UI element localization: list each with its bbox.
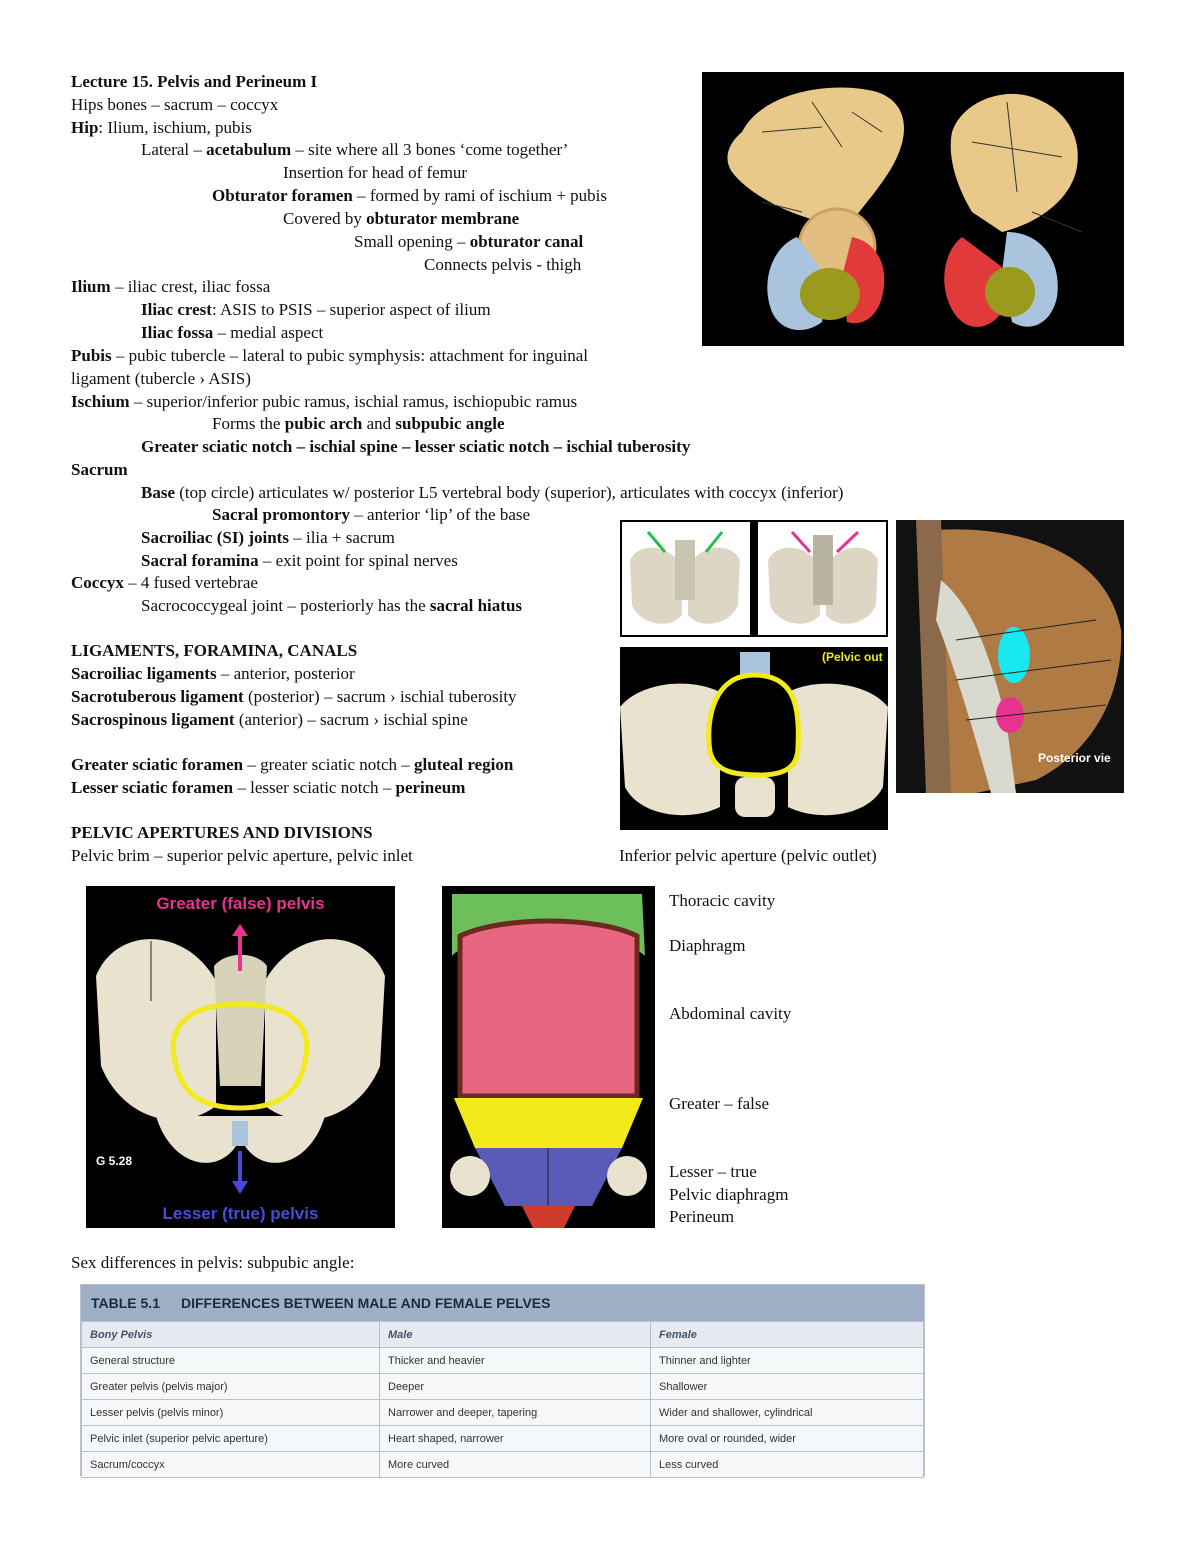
line-acetabulum: Lateral – acetabulum – site where all 3 bones ‘come together’ [141,140,569,159]
sex-differences-caption: Sex differences in pelvis: subpubic angle: [71,1253,355,1272]
line-insertion: Insertion for head of femur [283,163,468,182]
column-header: Bony Pelvis [82,1322,380,1348]
sex-differences-table [80,1284,925,1476]
line-ischium: Ischium – superior/inferior pubic ramus, ischial ramus, ischiopubic ramus [71,392,578,411]
line-obturator-canal: Small opening – obturator canal [354,232,584,251]
table-row [82,1348,924,1374]
table-cell: General structure [82,1348,380,1374]
table-number: TABLE 5.1 [91,1295,160,1311]
table-header [81,1285,924,1321]
line-sacroiliac-ligaments: Sacroiliac ligaments – anterior, posterior [71,664,355,683]
posterior-ligaments-figure [896,520,1124,793]
pelvic-outlet-figure [620,647,888,830]
table-header-row [82,1322,924,1348]
line-sacrotuberous: Sacrotuberous ligament (posterior) – sacrum › ischial tuberosity [71,687,517,706]
label-perineum: Perineum [669,1207,735,1226]
label-pelvic-diaphragm: Pelvic diaphragm [669,1185,789,1204]
table-row [82,1452,924,1478]
table-cell: More oval or rounded, wider [651,1426,924,1452]
label-greater-false: Greater – false [669,1094,770,1113]
body-cavities-figure [442,886,655,1228]
table-grid [81,1321,924,1478]
line-obturator-membrane: Covered by obturator membrane [283,209,520,228]
line-inferior-aperture: Inferior pelvic aperture (pelvic outlet) [619,846,877,865]
table-cell: More curved [380,1452,651,1478]
line-sacrospinous: Sacrospinous ligament (anterior) – sacrum › ischial spine [71,710,468,729]
figure-code: G 5.28 [96,1154,133,1168]
pelvic-outlet-tag: (Pelvic out [822,650,883,664]
table-cell: Wider and shallower, cylindrical [651,1400,924,1426]
sacral-foramina-figure [620,520,888,637]
line-greater-sciatic-foramen: Greater sciatic foramen – greater sciatic notch – gluteal region [71,755,514,774]
line-ilium: Ilium – iliac crest, iliac fossa [71,277,271,296]
line-hip-bones: Hips bones – sacrum – coccyx [71,95,279,114]
line-sacrum: Sacrum [71,460,128,479]
line-pubic-arch: Forms the pubic arch and subpubic angle [212,414,505,433]
line-iliac-crest: Iliac crest: ASIS to PSIS – superior aspect of ilium [141,300,491,319]
lesser-pelvis-label: Lesser (true) pelvis [162,1204,319,1223]
hip-bone-figure [702,72,1124,346]
table-row [82,1374,924,1400]
label-abdominal: Abdominal cavity [669,1004,792,1023]
line-base: Base (top circle) articulates w/ posterior L5 vertebral body (superior), articulates with coccyx (inferior) [141,483,844,502]
table-cell: Lesser pelvis (pelvis minor) [82,1400,380,1426]
ligaments-heading: LIGAMENTS, FORAMINA, CANALS [71,641,358,660]
label-thoracic: Thoracic cavity [669,891,776,910]
line-si-joints: Sacroiliac (SI) joints – ilia + sacrum [141,528,395,547]
table-title: DIFFERENCES BETWEEN MALE AND FEMALE PELVES [181,1295,551,1311]
greater-pelvis-label: Greater (false) pelvis [156,894,325,913]
table-cell: Shallower [651,1374,924,1400]
table-cell: Thicker and heavier [380,1348,651,1374]
table-cell: Deeper [380,1374,651,1400]
line-coccyx: Coccyx – 4 fused vertebrae [71,573,258,592]
line-lesser-sciatic-foramen: Lesser sciatic foramen – lesser sciatic notch – perineum [71,778,466,797]
table-cell: Sacrum/coccyx [82,1452,380,1478]
table-cell: Greater pelvis (pelvis major) [82,1374,380,1400]
table-cell: Thinner and lighter [651,1348,924,1374]
table-cell: Narrower and deeper, tapering [380,1400,651,1426]
apertures-heading: PELVIC APERTURES AND DIVISIONS [71,823,373,842]
table-cell: Pelvic inlet (superior pelvic aperture) [82,1426,380,1452]
line-pubis: Pubis – pubic tubercle – lateral to pubic symphysis: attachment for inguinal [71,346,588,365]
lecture-title: Lecture 15. Pelvis and Perineum I [71,72,318,91]
table-row [82,1400,924,1426]
pelvis-divisions-figure [86,886,395,1228]
line-obturator-foramen: Obturator foramen – formed by rami of ischium + pubis [212,186,608,205]
line-pubis-cont: ligament (tubercle › ASIS) [71,369,251,388]
label-diaphragm: Diaphragm [669,936,746,955]
line-connects: Connects pelvis - thigh [424,255,582,274]
posterior-view-tag: Posterior vie [1038,751,1111,765]
table-cell: Less curved [651,1452,924,1478]
column-header: Male [380,1322,651,1348]
line-hip: Hip: Ilium, ischium, pubis [71,118,252,137]
line-iliac-fossa: Iliac fossa – medial aspect [141,323,324,342]
column-header: Female [651,1322,924,1348]
line-promontory: Sacral promontory – anterior ‘lip’ of the base [212,505,531,524]
table-cell: Heart shaped, narrower [380,1426,651,1452]
line-sacral-foramina: Sacral foramina – exit point for spinal nerves [141,551,458,570]
label-lesser-true: Lesser – true [669,1162,757,1181]
line-sciatic-landmarks: Greater sciatic notch – ischial spine – lesser sciatic notch – ischial tuberosity [141,437,691,456]
line-sacrococcygeal: Sacrococcygeal joint – posteriorly has the sacral hiatus [141,596,523,615]
table-row [82,1426,924,1452]
line-pelvic-brim: Pelvic brim – superior pelvic aperture, pelvic inlet [71,846,413,865]
